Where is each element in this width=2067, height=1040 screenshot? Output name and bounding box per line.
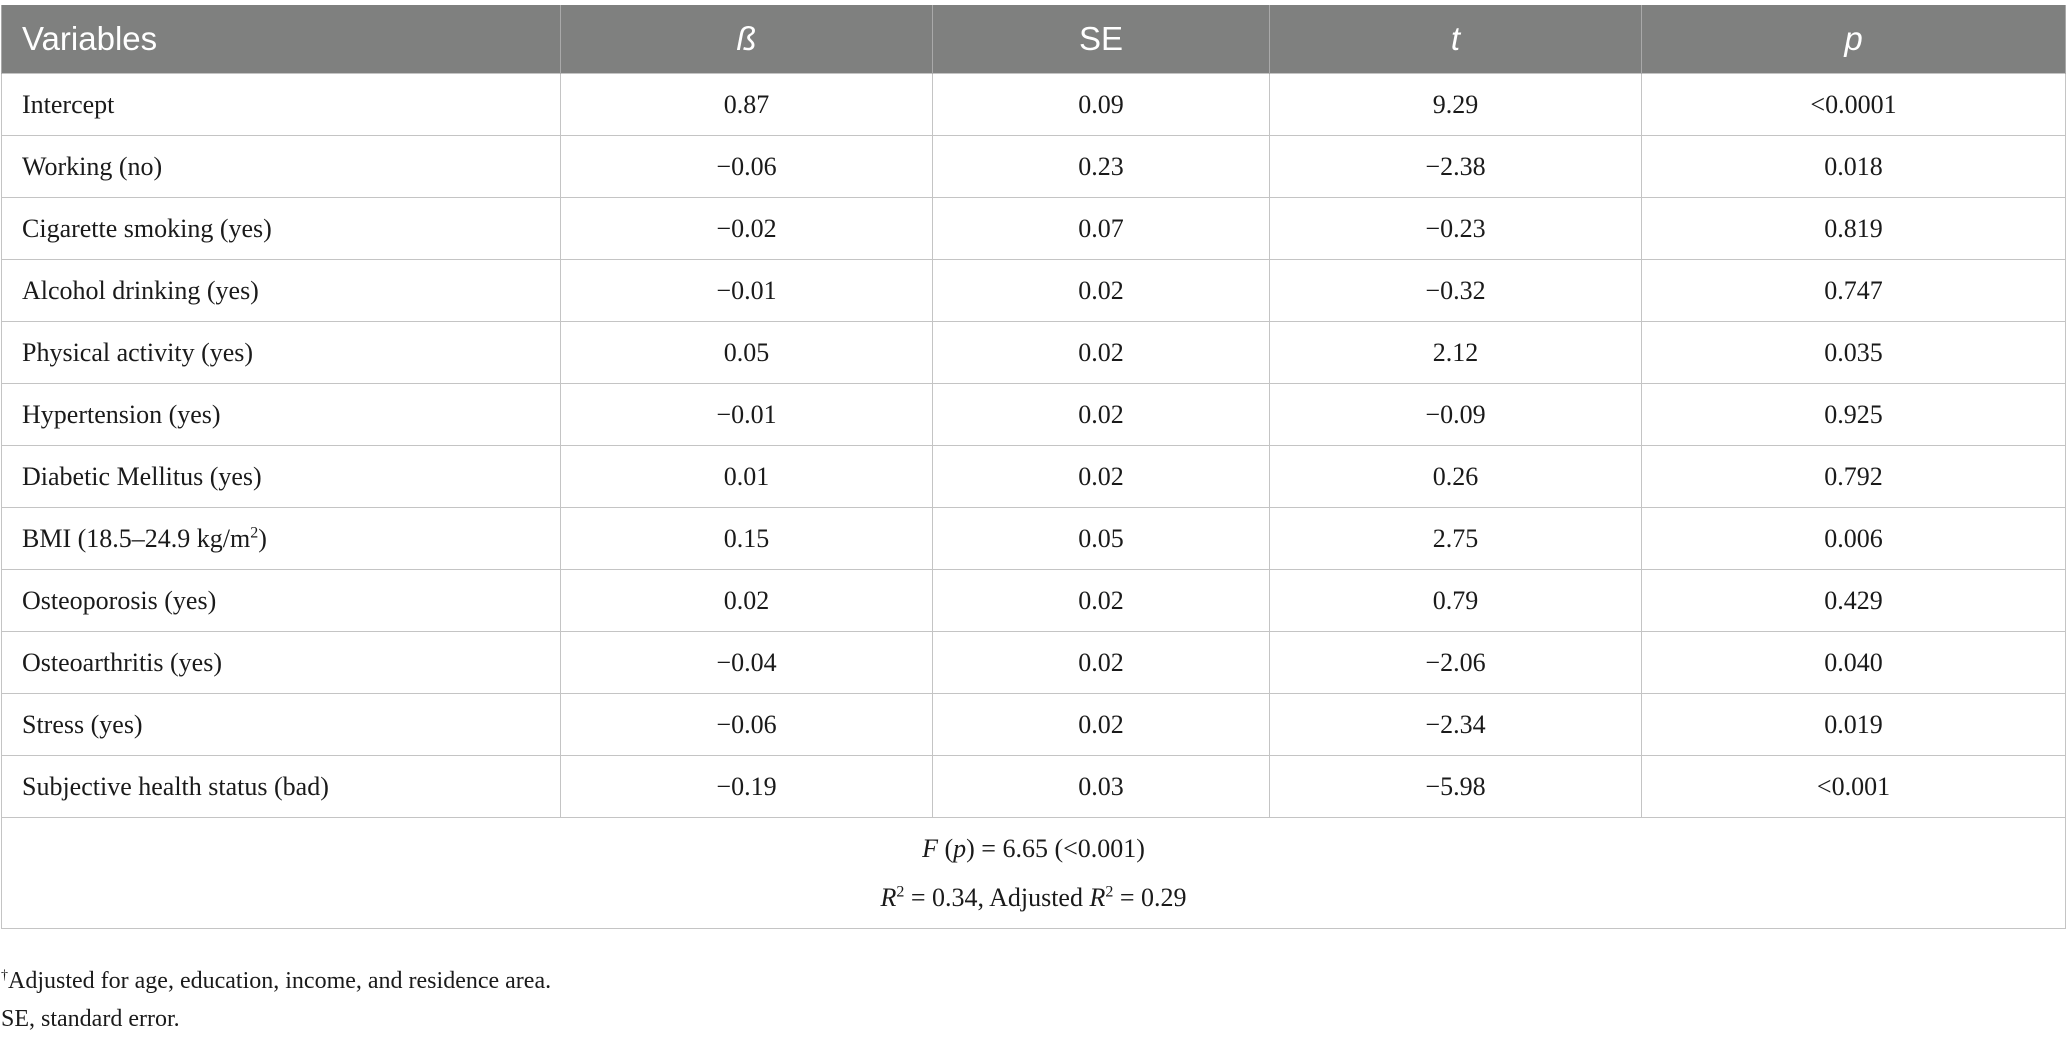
table-notes [1,962,551,1038]
table-row [2,570,2066,632]
f-statistic-line [2,824,2065,873]
table-row [2,322,2066,384]
f-p-label: p [953,834,967,863]
cell-p: 0.792 [1642,446,2066,508]
cell-beta: 0.02 [561,570,933,632]
cell-se: 0.23 [933,136,1270,198]
r2-value: = 0.34, Adjusted [904,883,1090,912]
table-row [2,694,2066,756]
cell-p: 0.925 [1642,384,2066,446]
cell-se: 0.03 [933,756,1270,818]
cell-p: 0.429 [1642,570,2066,632]
header-beta: ß [561,5,933,74]
cell-se: 0.02 [933,694,1270,756]
cell-t: −0.09 [1270,384,1642,446]
model-fit-cell [2,818,2066,929]
adjustment-note [1,962,551,1000]
cell-p: 0.006 [1642,508,2066,570]
cell-variable: Osteoporosis (yes) [2,570,561,632]
cell-p: 0.747 [1642,260,2066,322]
table-header-row [2,5,2066,74]
cell-beta: −0.06 [561,694,933,756]
cell-variable: Diabetic Mellitus (yes) [2,446,561,508]
cell-variable [2,508,561,570]
cell-se: 0.02 [933,260,1270,322]
table-row [2,74,2066,136]
cell-se: 0.02 [933,632,1270,694]
cell-se: 0.05 [933,508,1270,570]
cell-t: −2.34 [1270,694,1642,756]
cell-variable: Intercept [2,74,561,136]
table-row [2,756,2066,818]
adj-r2-superscript: 2 [1105,883,1114,901]
cell-se: 0.09 [933,74,1270,136]
f-label: F [922,834,938,863]
cell-se: 0.07 [933,198,1270,260]
table-row [2,198,2066,260]
cell-t: −0.32 [1270,260,1642,322]
cell-se: 0.02 [933,570,1270,632]
table-row [2,260,2066,322]
bmi-label-superscript: 2 [250,523,259,541]
adj-r2-label: R [1089,883,1106,912]
r2-superscript: 2 [896,883,905,901]
cell-p: 0.040 [1642,632,2066,694]
dagger-mark: † [1,968,8,983]
cell-se: 0.02 [933,384,1270,446]
cell-variable: Stress (yes) [2,694,561,756]
cell-beta: 0.15 [561,508,933,570]
cell-beta: −0.02 [561,198,933,260]
cell-variable: Working (no) [2,136,561,198]
cell-se: 0.02 [933,322,1270,384]
cell-variable: Cigarette smoking (yes) [2,198,561,260]
cell-beta: 0.01 [561,446,933,508]
cell-t: 0.26 [1270,446,1642,508]
cell-beta: −0.06 [561,136,933,198]
cell-beta: −0.01 [561,260,933,322]
adjustment-note-text: Adjusted for age, education, income, and residence area. [8,968,552,994]
f-paren: ( [937,834,954,863]
cell-t: −5.98 [1270,756,1642,818]
cell-variable: Physical activity (yes) [2,322,561,384]
cell-t: 0.79 [1270,570,1642,632]
header-p: p [1642,5,2066,74]
cell-p: 0.019 [1642,694,2066,756]
cell-beta: 0.05 [561,322,933,384]
f-value: ) = 6.65 (<0.001) [966,834,1145,863]
cell-t: 9.29 [1270,74,1642,136]
cell-t: 2.12 [1270,322,1642,384]
table-row [2,632,2066,694]
cell-beta: −0.04 [561,632,933,694]
cell-variable: Subjective health status (bad) [2,756,561,818]
bmi-label-close: ) [258,523,267,553]
table-row [2,136,2066,198]
regression-table [1,5,2066,929]
cell-p: 0.018 [1642,136,2066,198]
regression-table-container [1,5,2065,929]
header-t: t [1270,5,1642,74]
table-row [2,384,2066,446]
cell-p: <0.0001 [1642,74,2066,136]
r-squared-line [2,873,2065,922]
cell-variable: Hypertension (yes) [2,384,561,446]
cell-p: <0.001 [1642,756,2066,818]
cell-t: −2.06 [1270,632,1642,694]
cell-variable: Osteoarthritis (yes) [2,632,561,694]
cell-t: 2.75 [1270,508,1642,570]
cell-p: 0.819 [1642,198,2066,260]
cell-variable: Alcohol drinking (yes) [2,260,561,322]
table-row [2,446,2066,508]
adj-r2-value: = 0.29 [1113,883,1187,912]
cell-beta: −0.01 [561,384,933,446]
model-fit-row [2,818,2066,929]
cell-se: 0.02 [933,446,1270,508]
cell-beta: −0.19 [561,756,933,818]
header-variables: Variables [2,5,561,74]
bmi-label: BMI (18.5–24.9 kg/m [22,523,251,553]
table-row [2,508,2066,570]
cell-t: −0.23 [1270,198,1642,260]
cell-beta: 0.87 [561,74,933,136]
se-definition-note: SE, standard error. [1,1006,180,1032]
header-se: SE [933,5,1270,74]
cell-p: 0.035 [1642,322,2066,384]
r2-label: R [880,883,897,912]
cell-t: −2.38 [1270,136,1642,198]
